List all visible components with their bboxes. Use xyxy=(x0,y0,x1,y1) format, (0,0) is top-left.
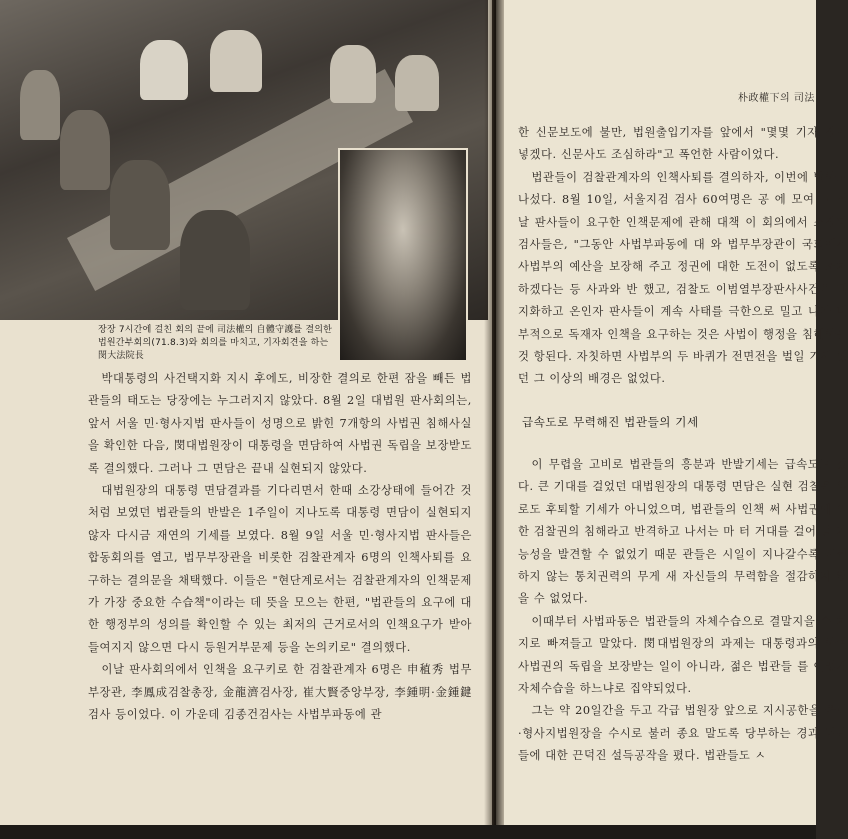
paragraph: 이날 판사회의에서 인책을 요구키로 한 검찰관계자 6명은 申稙秀 법무부장관, 李鳳成검찰총장, 金龍濟검사장, 崔大賢중앙부장, 李鍾明·金鍾鍵검사 등이었다. 이 가운데 김종건검사는 사법부파동에 관 xyxy=(88,663,472,722)
section-heading: 급속도로 무력해진 법관들의 기세 xyxy=(522,415,699,429)
paragraph: 그는 약 20일간을 두고 각급 법원장 앞으로 지시공한을 울민·형사지법원장을 수시로 불러 종요 말도록 당부하는 경과 법관들에 대한 끈덕진 설득공작을 폈다. 법관들도 ㅅ xyxy=(518,704,848,763)
paragraph: 박대통령의 사건택지화 지시 후에도, 비장한 결의로 한편 잠을 빼든 법관들의 태도는 당장에는 누그러지지 않았다. 8월 2일 대법원 판사회의는, 앞서 서울 민·형사지법 판사들이 성명으로 밝힌 7개항의 사법권 침해사실을 확인한 다음, 閔대법원장이 대통령을 면담하여 사법권 독립을 보장받도록 결의했다. 그러나 그 면담은 끝내 실현되지 않았다. xyxy=(88,372,472,475)
seated-figure xyxy=(210,30,262,92)
paragraph: 한 신문보도에 불만, 법원출입기자를 앞에서 "몇몇 기자 장아 넣겠다. 신문사도 조심하라"고 폭언한 사람이었다. xyxy=(518,126,848,162)
page-bottom-edge xyxy=(0,825,816,839)
running-header: 朴政權下의 司法 xyxy=(738,93,815,104)
left-body-text xyxy=(88,368,472,727)
right-body-text-top xyxy=(518,122,848,391)
paragraph: 법관들이 검찰관계자의 인책사퇴를 결의하자, 이번에 발하고 나섰다. 8월 10일, 서울지검 검사 60여명은 공 에 모여 그 전날 판사들이 요구한 인책문제에 관해 대책 이 회의에서 소장파 검사들은, "그동안 사법부파동에 대 와 법무부장관이 국회에서 사법부의 예산을 보장해 주고 정권에 대한 도전이 없도록 조처하겠다는 등 사과와 반 했고, 검찰도 이범열부장판사사건을 백지화하고 온인자 판사들이 계속 사태를 극한으로 밀고 나가 내부적으로 독재자 인책을 요구하는 것은 사법이 행정을 침해하는 것 항된다. 자칫하면 사법부의 두 바퀴가 전면전을 벌일 기세 했던 그 이상의 배경은 없었다. xyxy=(518,170,848,386)
seated-figure xyxy=(110,160,170,250)
seated-figure xyxy=(140,40,188,100)
paragraph: 대법원장의 대통령 면담결과를 기다리면서 한때 소강상태에 들어간 것처럼 보였던 법관들의 반발은 1주일이 지나도록 대통령 면담이 실현되지 않자 다시금 재연의 기세를 보였다. 8월 9일 서울 민·형사지법 판사들은 합동회의를 열고, 법무부장관을 비롯한 검찰관계자 6명의 인책사퇴를 요구하는 결의문을 채택했다. 이들은 "현단계로서는 검찰관계자의 인책문제가 가장 중요한 수습책"이라는 데 뜻을 모으는 한편, "법관들의 요구에 대한 행정부의 성의를 확인할 수 있는 최저의 근거로서의 인책요구가 받아 들여지지 않으면 다시 등원거부문제 등을 논의키로" 결의했다. xyxy=(88,484,472,654)
seated-figure xyxy=(60,110,110,190)
right-body-text-bottom xyxy=(518,454,848,768)
seated-figure xyxy=(180,210,250,310)
seated-figure xyxy=(395,55,439,111)
photo-caption: 장장 7시간에 걸친 회의 끝에 司法權의 自體守護를 결의한 법원간부회의(71.8.3)와 회의를 마치고, 기자회견을 하는 閔大法院長 xyxy=(98,325,333,361)
paragraph: 이 무렵을 고비로 법관들의 흥분과 반발기세는 급속도로 갔다. 큰 기대를 걸었던 대법원장의 대통령 면담은 실현 검찰은 일로도 후퇴할 기세가 아니었으며, 법관들의 인책 써 사법권에 의한 검찰권의 침해라고 반격하고 나서는 마 터 거대를 걸어 볼 가능성을 발견할 수 없었기 때문 관들은 시일이 지나갈수록 꿈쩍하지 않는 통치권력의 무게 새 자신들의 무력함을 절감하지 않을 수 없었다. xyxy=(518,458,848,606)
paragraph: 이때부터 사법파동은 법관들의 자체수습으로 결말지을 수 처지로 빠져들고 말았다. 閔대법원장의 과제는 대통령과의 하여 사법권의 독립을 보장받는 일이 아니라, 젊은 법관들 를 어떻게 자체수습을 하느냐로 집약되었다. xyxy=(518,614,848,696)
chief-justice-portrait xyxy=(338,148,468,362)
seated-figure xyxy=(20,70,60,140)
book-gutter xyxy=(484,0,504,839)
seated-figure xyxy=(330,45,376,103)
